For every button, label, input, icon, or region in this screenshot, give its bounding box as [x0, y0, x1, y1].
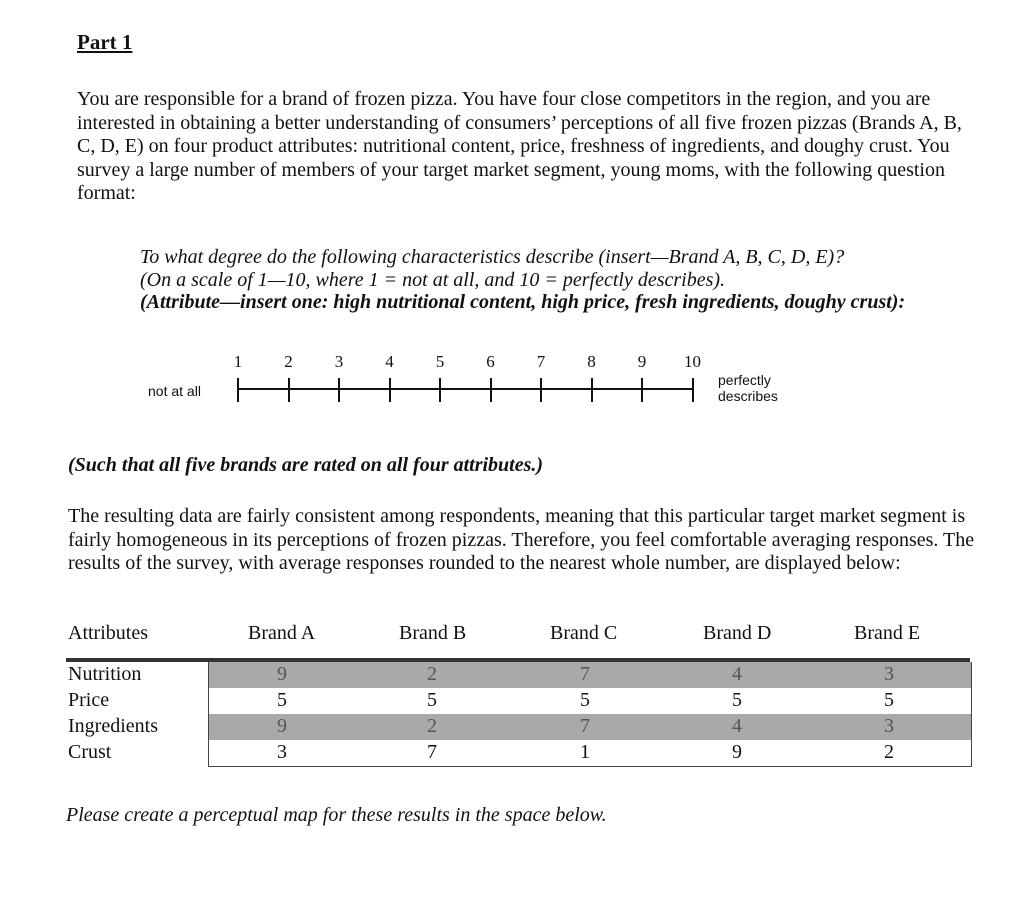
scale-tick — [439, 378, 441, 402]
question-line-2: (On a scale of 1—10, where 1 = not at all, and 10 = perfectly describes). — [140, 268, 726, 291]
row-cells — [208, 688, 972, 714]
header-brand-c: Brand C — [550, 622, 618, 644]
scale-number: 7 — [536, 352, 546, 371]
results-table — [66, 622, 970, 766]
table-cell: 3 — [884, 663, 894, 685]
scale-tick — [591, 378, 593, 402]
scale-tick — [338, 378, 340, 402]
header-brand-d: Brand D — [703, 622, 772, 644]
row-label: Price — [68, 689, 110, 711]
table-row — [66, 740, 970, 766]
table-cell: 3 — [884, 715, 894, 737]
table-cell: 7 — [580, 715, 590, 737]
row-cells — [208, 662, 972, 688]
scale-tick — [540, 378, 542, 402]
table-header — [66, 622, 970, 656]
row-label: Ingredients — [68, 715, 158, 737]
table-cell: 5 — [732, 689, 742, 711]
results-paragraph: The resulting data are fairly consistent among respondents, meaning that this particular target market segment is fairly homogeneous in its perceptions of frozen pizzas. Therefore, you feel comfortable averaging responses. The results of the survey, with average responses rounded to the nearest whole number, are displayed below: — [68, 505, 975, 574]
table-cell: 1 — [580, 741, 590, 763]
scale-number: 6 — [486, 352, 495, 371]
table-cell: 2 — [884, 741, 894, 763]
page-title: Part 1 — [77, 30, 133, 54]
table-row — [66, 688, 970, 714]
table-cell: 7 — [580, 663, 590, 685]
rating-note: (Such that all five brands are rated on all four attributes.) — [68, 454, 544, 476]
scale-tick — [641, 378, 643, 402]
row-cells — [208, 714, 972, 740]
scale-axis — [238, 388, 692, 390]
scale-tick — [288, 378, 290, 402]
scale-tick — [237, 378, 239, 402]
table-cell: 4 — [732, 663, 742, 685]
table-cell: 2 — [427, 715, 437, 737]
table-cell: 4 — [732, 715, 742, 737]
table-cell: 3 — [277, 741, 287, 763]
scale-tick — [692, 378, 694, 402]
table-row — [66, 662, 970, 688]
table-cell: 2 — [427, 663, 437, 685]
table-cell: 5 — [580, 689, 590, 711]
table-cell: 5 — [884, 689, 894, 711]
scale-tick — [490, 378, 492, 402]
scale-number: 3 — [334, 352, 344, 371]
table-cell: 5 — [427, 689, 437, 711]
scale-number: 4 — [385, 352, 394, 371]
scale-number: 1 — [233, 352, 243, 371]
scale-number: 2 — [284, 352, 293, 371]
table-cell: 9 — [277, 715, 287, 737]
scale-tick — [389, 378, 391, 402]
table-cell: 7 — [427, 741, 437, 763]
row-cells — [208, 740, 972, 767]
row-label: Crust — [68, 741, 112, 763]
scale-number: 8 — [587, 352, 596, 371]
scale-left-label: not at all — [148, 383, 201, 399]
question-line-1: To what degree do the following characteristics describe (insert—Brand A, B, C, D, E)? — [140, 246, 845, 268]
header-brand-a: Brand A — [248, 622, 316, 644]
table-cell: 9 — [732, 741, 742, 763]
header-attributes: Attributes — [68, 622, 148, 644]
survey-question — [140, 246, 980, 314]
scale-right-label: perfectly describes — [718, 372, 778, 404]
header-brand-e: Brand E — [854, 622, 921, 644]
table-body — [66, 658, 970, 766]
rating-scale — [140, 350, 840, 410]
table-cell: 5 — [277, 689, 287, 711]
scale-number: 9 — [637, 352, 647, 371]
scale-number: 10 — [684, 352, 701, 371]
intro-paragraph: You are responsible for a brand of frozen pizza. You have four close competitors in the region, and you are interested in obtaining a better understanding of consumers’ perceptions of all five frozen pizzas (Brands A, B, C, D, E) on four product attributes: nutritional content, price, freshness of ingredients, and doughy crust. You survey a large number of members of your target market segment, young moms, with the following question format: — [77, 88, 962, 204]
scale-number: 5 — [435, 352, 445, 371]
closing-instruction: Please create a perceptual map for these results in the space below. — [66, 804, 607, 826]
table-cell: 9 — [277, 663, 287, 685]
question-line-3: (Attribute—insert one: high nutritional content, high price, fresh ingredients, doughy crust): — [140, 291, 906, 313]
row-label: Nutrition — [68, 663, 142, 685]
header-brand-b: Brand B — [399, 622, 467, 644]
table-row — [66, 714, 970, 740]
